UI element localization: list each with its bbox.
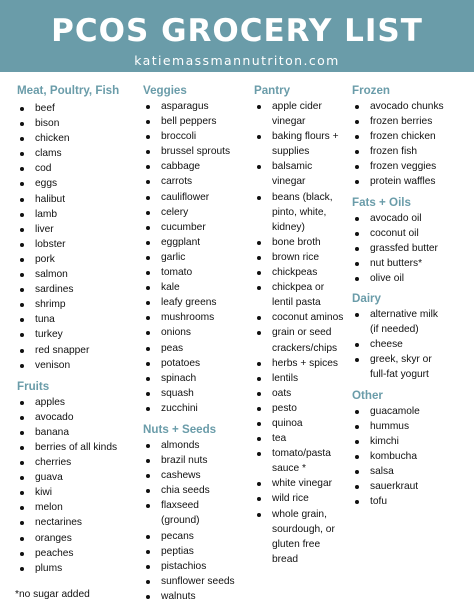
list-item: guacamole	[352, 404, 472, 419]
list-item: clams	[17, 146, 137, 161]
list-item: avocado oil	[352, 211, 472, 226]
section-title-fats-oils: Fats + Oils	[352, 195, 411, 209]
list-item: chickpea or lentil pasta	[254, 280, 350, 310]
list-item: coconut aminos	[254, 310, 350, 325]
item-list-fruits	[17, 395, 137, 576]
list-item: herbs + spices	[254, 356, 350, 371]
section-title-frozen: Frozen	[352, 84, 391, 97]
list-item: oats	[254, 386, 350, 401]
list-item: frozen veggies	[352, 159, 472, 174]
list-item: lamb	[17, 207, 137, 222]
list-item: wild rice	[254, 491, 350, 506]
list-item: plums	[17, 561, 137, 576]
list-item: cucumber	[143, 220, 251, 235]
list-item: broccoli	[143, 129, 251, 144]
list-item: leafy greens	[143, 295, 251, 310]
section-title-veggies: Veggies	[143, 84, 187, 97]
list-item: squash	[143, 386, 251, 401]
item-list-meat-poultry-fish	[17, 101, 137, 373]
list-item: asparagus	[143, 99, 251, 114]
list-item: protein waffles	[352, 174, 472, 189]
list-item: pistachios	[143, 559, 251, 574]
list-item: potatoes	[143, 356, 251, 371]
list-item: melon	[17, 500, 137, 515]
list-item: tomato	[143, 265, 251, 280]
list-item: avocado	[17, 410, 137, 425]
list-item: bone broth	[254, 235, 350, 250]
item-list-other	[352, 404, 472, 510]
list-item: onions	[143, 325, 251, 340]
list-item: guava	[17, 470, 137, 485]
list-item: salsa	[352, 464, 472, 479]
list-item: zucchini	[143, 401, 251, 416]
list-item: sunflower seeds	[143, 574, 251, 589]
list-item: beef	[17, 101, 137, 116]
section-title-dairy: Dairy	[352, 292, 382, 306]
section-title-nuts-seeds: Nuts + Seeds	[143, 422, 217, 436]
page-title: PCOS GROCERY LIST	[51, 13, 423, 49]
list-item: celery	[143, 205, 251, 220]
item-list-dairy	[352, 307, 472, 382]
list-item: grassfed butter	[352, 241, 472, 256]
section-title-other: Other	[352, 388, 383, 402]
list-item: kimchi	[352, 434, 472, 449]
list-item: almonds	[143, 438, 251, 453]
list-item: red snapper	[17, 343, 137, 358]
list-item: hummus	[352, 419, 472, 434]
list-item: alternative milk (if needed)	[352, 307, 472, 337]
list-item: cheese	[352, 337, 472, 352]
list-item: kiwi	[17, 485, 137, 500]
list-item: tea	[254, 431, 350, 446]
list-item: apples	[17, 395, 137, 410]
list-item: grain or seed crackers/chips	[254, 325, 350, 355]
list-item: kale	[143, 280, 251, 295]
list-item: pesto	[254, 401, 350, 416]
list-item: tomato/pasta sauce *	[254, 446, 350, 476]
list-item: sauerkraut	[352, 479, 472, 494]
list-item: brussel sprouts	[143, 144, 251, 159]
list-item: brazil nuts	[143, 453, 251, 468]
list-item: tuna	[17, 312, 137, 327]
list-item: lobster	[17, 237, 137, 252]
section-title-pantry: Pantry	[254, 84, 291, 97]
list-item: eggs	[17, 176, 137, 191]
list-item: peaches	[17, 546, 137, 561]
list-item: cauliflower	[143, 190, 251, 205]
website-url: katiemassmannutriton.com	[134, 53, 340, 68]
list-item: pork	[17, 252, 137, 267]
list-item: turkey	[17, 327, 137, 342]
item-list-veggies	[143, 99, 251, 416]
list-item: peas	[143, 341, 251, 356]
list-item: balsamic vinegar	[254, 159, 350, 189]
list-item: frozen chicken	[352, 129, 472, 144]
list-item: oranges	[17, 531, 137, 546]
section-title-meat-poultry-fish: Meat, Poultry, Fish	[17, 84, 120, 97]
list-item: banana	[17, 425, 137, 440]
list-item: pecans	[143, 529, 251, 544]
list-item: cherries	[17, 455, 137, 470]
list-item: chia seeds	[143, 483, 251, 498]
list-item: frozen fish	[352, 144, 472, 159]
list-item: coconut oil	[352, 226, 472, 241]
list-item: beans (black, pinto, white, kidney)	[254, 190, 350, 235]
list-item: avocado chunks	[352, 99, 472, 114]
footnote: *no sugar added	[15, 589, 90, 600]
list-item: apple cider vinegar	[254, 99, 350, 129]
list-item: kombucha	[352, 449, 472, 464]
list-item: greek, skyr or full-fat yogurt	[352, 352, 472, 382]
list-item: quinoa	[254, 416, 350, 431]
column-4	[352, 82, 472, 509]
list-item: brown rice	[254, 250, 350, 265]
list-item: mushrooms	[143, 310, 251, 325]
item-list-fats-oils	[352, 211, 472, 286]
list-item: chickpeas	[254, 265, 350, 280]
list-item: salmon	[17, 267, 137, 282]
list-item: lentils	[254, 371, 350, 386]
list-item: peptias	[143, 544, 251, 559]
list-item: whole grain, sourdough, or gluten free bread	[254, 507, 350, 567]
list-item: cashews	[143, 468, 251, 483]
column-2	[143, 82, 251, 604]
list-item: white vinegar	[254, 476, 350, 491]
list-item: baking flours + supplies	[254, 129, 350, 159]
list-item: chicken	[17, 131, 137, 146]
list-item: eggplant	[143, 235, 251, 250]
item-list-pantry	[254, 99, 350, 567]
list-item: bell peppers	[143, 114, 251, 129]
item-list-nuts-seeds	[143, 438, 251, 604]
list-item: spinach	[143, 371, 251, 386]
column-1	[17, 82, 137, 576]
list-item: tofu	[352, 494, 472, 509]
list-item: flaxseed (ground)	[143, 498, 251, 528]
list-item: nectarines	[17, 515, 137, 530]
list-item: garlic	[143, 250, 251, 265]
list-item: shrimp	[17, 297, 137, 312]
list-item: liver	[17, 222, 137, 237]
list-item: halibut	[17, 192, 137, 207]
list-item: cod	[17, 161, 137, 176]
item-list-frozen	[352, 99, 472, 190]
list-item: berries of all kinds	[17, 440, 137, 455]
list-item: nut butters*	[352, 256, 472, 271]
list-item: olive oil	[352, 271, 472, 286]
header-banner	[0, 0, 474, 72]
column-3	[254, 82, 350, 567]
list-item: carrots	[143, 174, 251, 189]
section-title-fruits: Fruits	[17, 379, 50, 393]
list-item: cabbage	[143, 159, 251, 174]
list-item: walnuts	[143, 589, 251, 604]
list-item: sardines	[17, 282, 137, 297]
list-item: frozen berries	[352, 114, 472, 129]
list-item: venison	[17, 358, 137, 373]
list-item: bison	[17, 116, 137, 131]
